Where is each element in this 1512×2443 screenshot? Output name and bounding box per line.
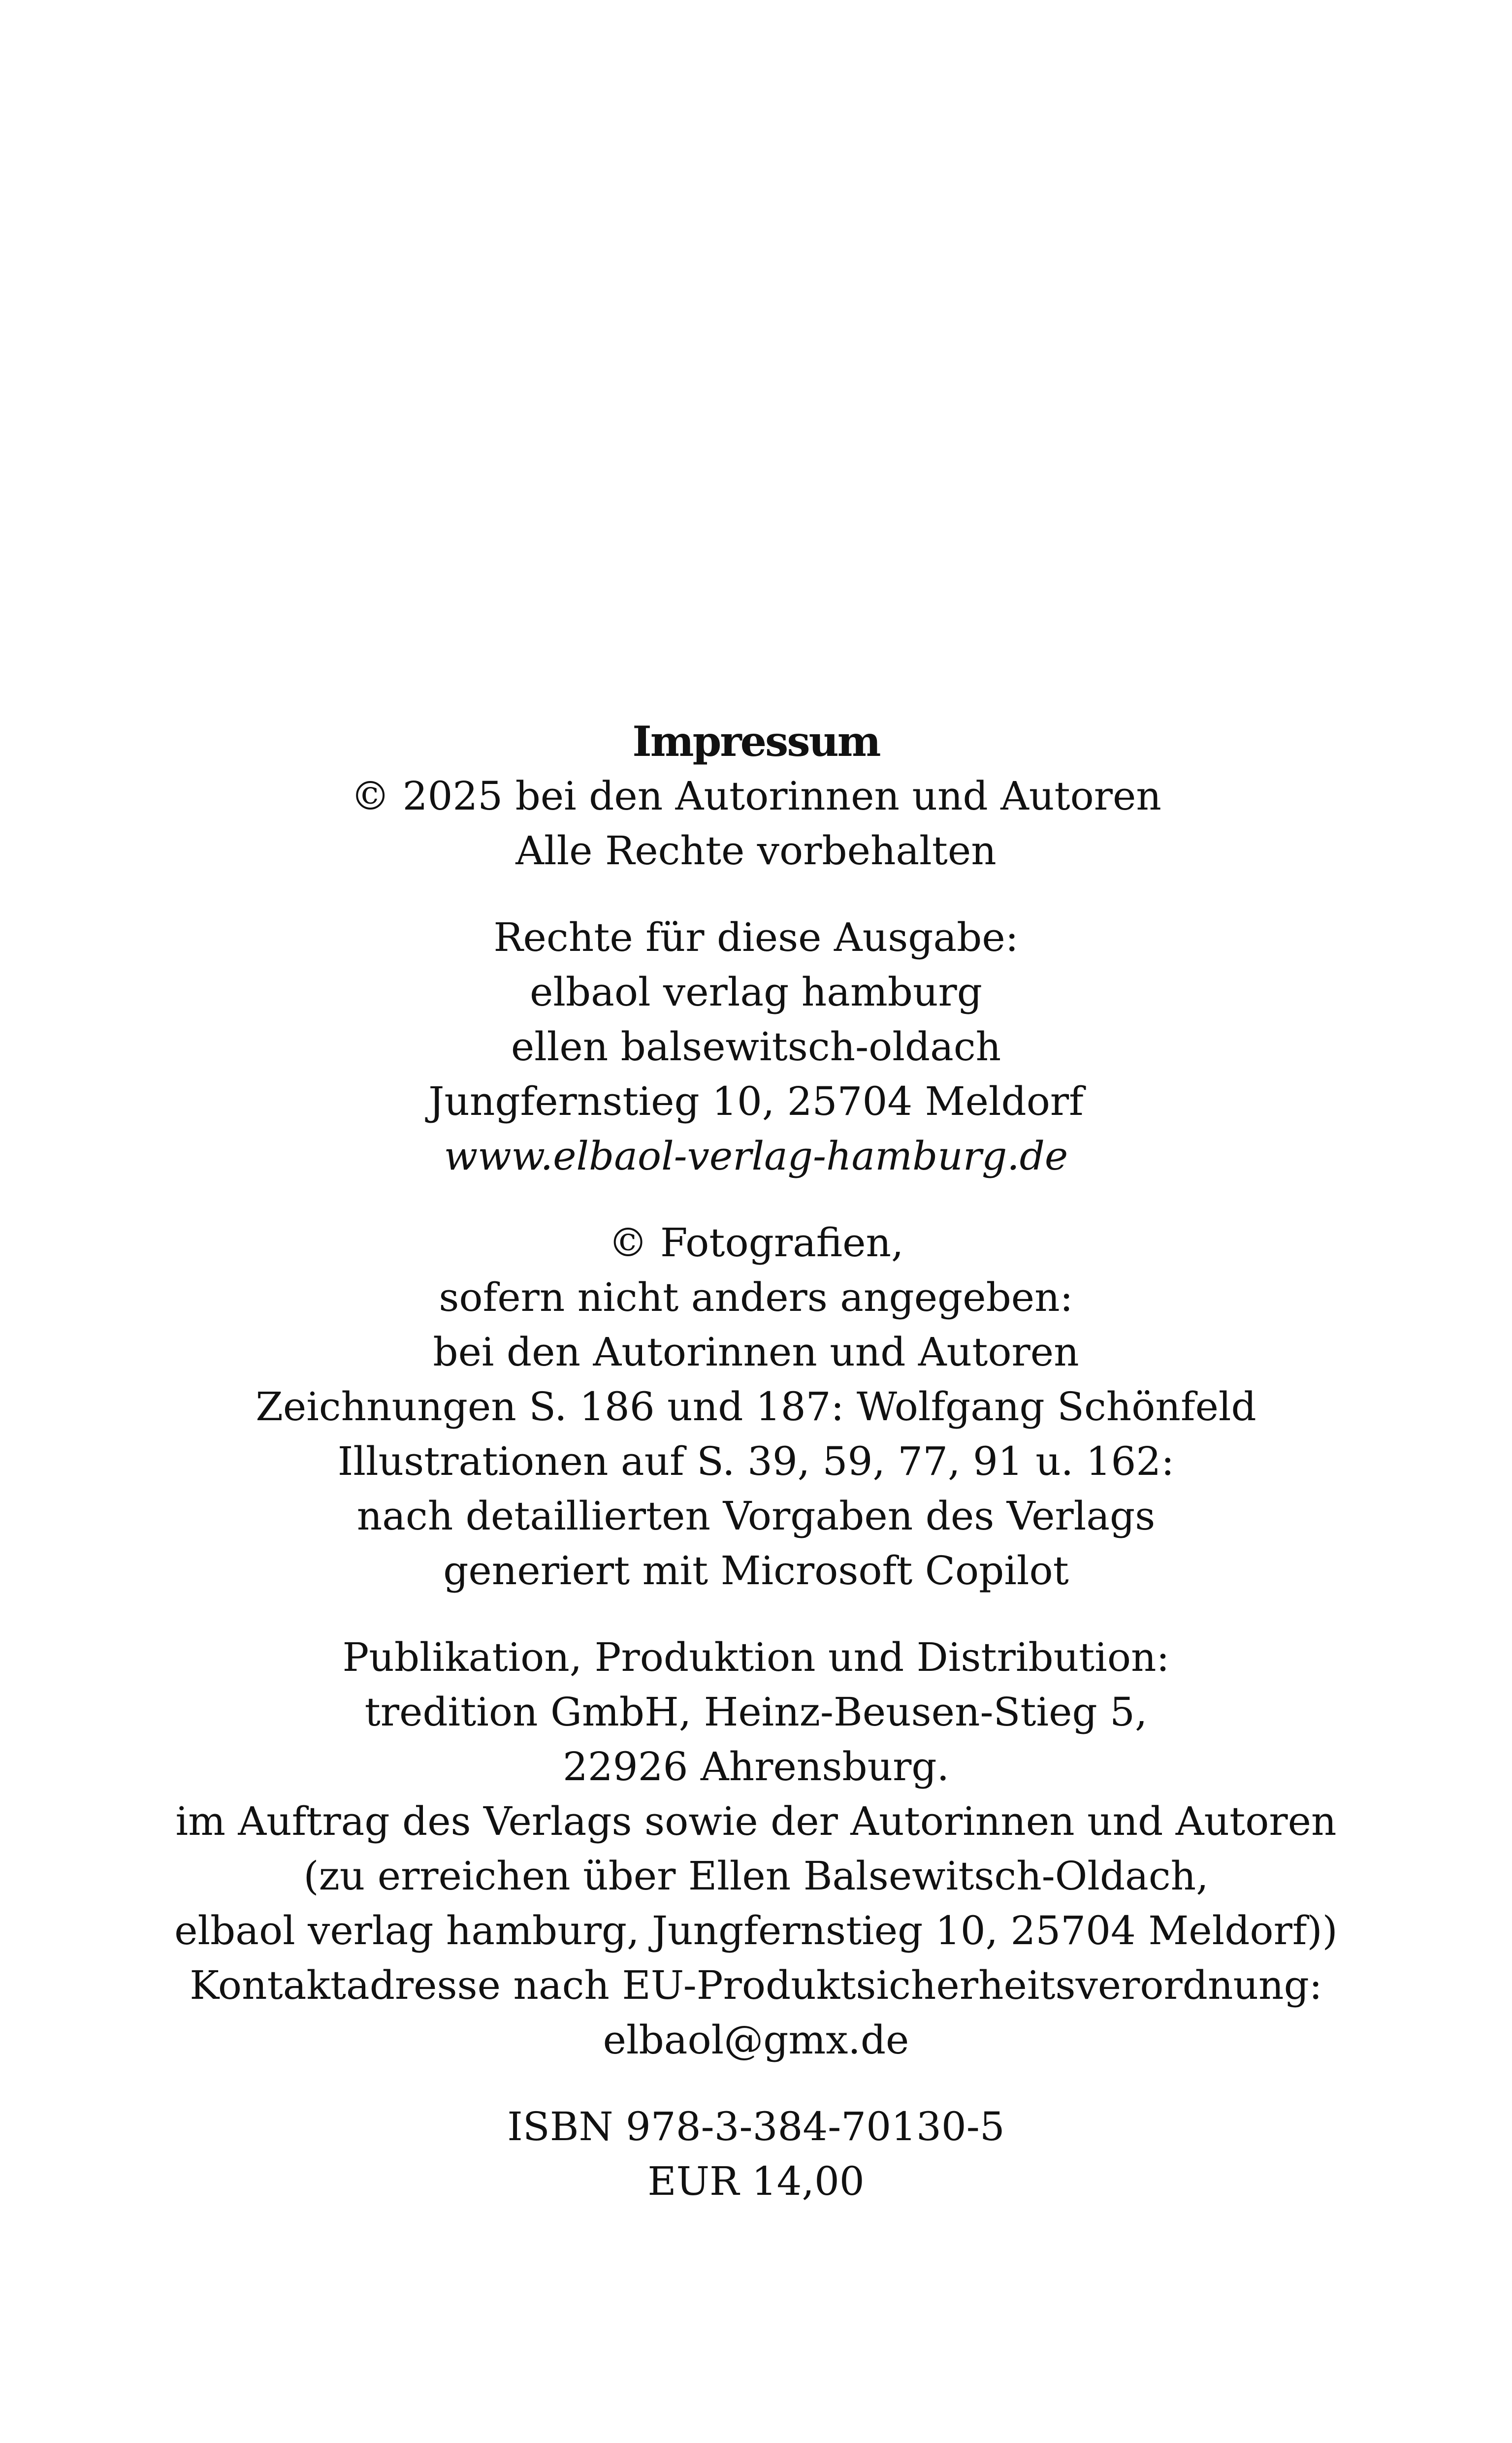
publication-line: 22926 Ahrensburg. xyxy=(563,1744,949,1790)
copyright-block xyxy=(0,769,1512,878)
imprint-title: Impressum xyxy=(632,717,880,766)
publication-line: tredition GmbH, Heinz-Beusen-Stieg 5, xyxy=(364,1689,1148,1735)
copyright-line: © 2025 bei den Autorinnen und Autoren xyxy=(351,773,1161,819)
credits-line: nach detaillierten Vorgaben des Verlags xyxy=(356,1493,1156,1539)
credits-block xyxy=(0,1215,1512,1598)
contact-email[interactable]: elbaol@gmx.de xyxy=(603,2017,909,2063)
isbn: ISBN 978-3-384-70130-5 xyxy=(507,2104,1005,2150)
credits-line: Illustrationen auf S. 39, 59, 77, 91 u. 162: xyxy=(337,1438,1175,1484)
publication-block xyxy=(0,1630,1512,2067)
credits-line: © Fotografien, xyxy=(608,1220,904,1266)
spacer xyxy=(0,1598,1512,1630)
rights-heading: Rechte für diese Ausgabe: xyxy=(493,914,1019,960)
credits-line: bei den Autorinnen und Autoren xyxy=(433,1329,1079,1375)
publisher-address: Jungfernstieg 10, 25704 Meldorf xyxy=(428,1078,1084,1124)
publication-line: Publikation, Produktion und Distribution: xyxy=(342,1634,1170,1680)
publisher-block xyxy=(0,910,1512,1183)
publication-line: elbaol verlag hamburg, Jungfernstieg 10, 25704 Meldorf)) xyxy=(174,1908,1338,1954)
rights-reserved-line: Alle Rechte vorbehalten xyxy=(515,828,997,874)
isbn-price-block xyxy=(0,2099,1512,2209)
publication-line: im Auftrag des Verlags sowie der Autorinnen und Autoren xyxy=(175,1798,1337,1844)
spacer xyxy=(0,878,1512,910)
publisher-owner: ellen balsewitsch-oldach xyxy=(511,1024,1001,1070)
credits-line: sofern nicht anders angegeben: xyxy=(439,1274,1073,1320)
publication-line: Kontaktadresse nach EU-Produktsicherheitsverordnung: xyxy=(190,1962,1322,2008)
spacer xyxy=(0,1183,1512,1215)
publisher-website-link[interactable]: www.elbaol-verlag-hamburg.de xyxy=(444,1133,1068,1179)
spacer xyxy=(0,2067,1512,2099)
publication-line: (zu erreichen über Ellen Balsewitsch-Oldach, xyxy=(303,1853,1209,1899)
imprint-section xyxy=(0,714,1512,2209)
publisher-name: elbaol verlag hamburg xyxy=(530,969,982,1015)
credits-line: Zeichnungen S. 186 und 187: Wolfgang Schönfeld xyxy=(256,1384,1256,1430)
price: EUR 14,00 xyxy=(647,2158,865,2204)
credits-line: generiert mit Microsoft Copilot xyxy=(443,1548,1069,1594)
